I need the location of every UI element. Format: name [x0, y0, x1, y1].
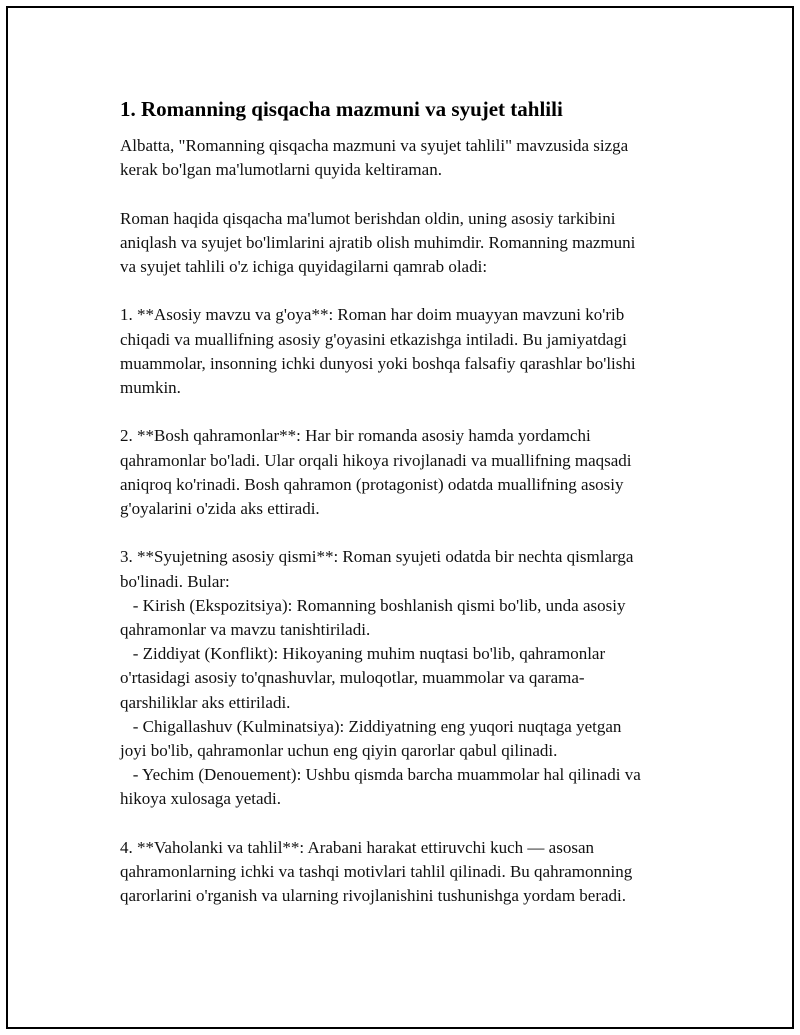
text-line: mumkin.	[120, 378, 181, 397]
sub-item-line: - Kirish (Ekspozitsiya): Romanning boshlanish qismi bo'lib, unda asosiy	[120, 595, 626, 615]
text-line: Roman haqida qisqacha ma'lumot berishdan oldin, uning asosiy tarkibini	[120, 208, 616, 228]
document-content	[120, 96, 700, 933]
text-line: hikoya xulosaga yetadi.	[120, 789, 281, 809]
document-page	[6, 6, 794, 1029]
text-line: chiqadi va muallifning asosiy g'oyasini etkazishga intiladi. Bu jamiyatdagi	[120, 329, 627, 349]
sub-item-line: - Chigallashuv (Kulminatsiya): Ziddiyatning eng yuqori nuqtaga yetgan	[120, 716, 622, 736]
text-line: g'oyalarini o'zida aks ettiradi.	[120, 499, 320, 518]
text-line: kerak bo'lgan ma'lumotlarni quyida keltiraman.	[120, 160, 442, 180]
point-4-paragraph	[120, 836, 700, 909]
intro-paragraph	[120, 134, 700, 182]
text-line: joyi bo'lib, qahramonlar uchun eng qiyin qarorlar qabul qilinadi.	[120, 741, 558, 761]
text-line: qahramonlar bo'ladi. Ular orqali hikoya rivojlanadi va muallifning maqsadi	[120, 450, 632, 470]
text-line: o'rtasidagi asosiy to'qnashuvlar, muloqotlar, muammolar va qarama-	[120, 668, 585, 688]
text-line: muammolar, insonning ichki dunyosi yoki boshqa falsafiy qarashlar bo'lishi	[120, 353, 636, 373]
point-1-paragraph	[120, 303, 700, 400]
text-line: 4. **Vaholanki va tahlil**: Arabani harakat ettiruvchi kuch — asosan	[120, 837, 594, 857]
point-2-paragraph	[120, 424, 700, 521]
overview-paragraph	[120, 207, 700, 280]
text-line: va syujet tahlili o'z ichiga quyidagilarni qamrab oladi:	[120, 257, 488, 276]
text-line: 2. **Bosh qahramonlar**: Har bir romanda asosiy hamda yordamchi	[120, 426, 591, 446]
text-line: aniqroq ko'rinadi. Bosh qahramon (protagonist) odatda muallifning asosiy	[120, 474, 624, 494]
text-line: Albatta, "Romanning qisqacha mazmuni va syujet tahlili" mavzusida sizga	[120, 136, 629, 155]
text-line: qahramonlarning ichki va tashqi motivlari tahlil qilinadi. Bu qahramonning	[120, 862, 633, 882]
section-heading: 1. Romanning qisqacha mazmuni va syujet tahlili	[120, 97, 563, 121]
text-line: qarorlarini o'rganish va ularning rivojlanishini tushunishga yordam beradi.	[120, 886, 627, 906]
text-line: qahramonlar va mavzu tanishtiriladi.	[120, 620, 371, 639]
text-line: 3. **Syujetning asosiy qismi**: Roman syujeti odatda bir nechta qismlarga	[120, 547, 634, 567]
sub-item-line: - Yechim (Denouement): Ushbu qismda barcha muammolar hal qilinadi va	[120, 765, 641, 785]
text-line: bo'linadi. Bular:	[120, 571, 230, 591]
point-3-paragraph	[120, 545, 700, 811]
text-line: qarshiliklar aks ettiriladi.	[120, 692, 291, 712]
text-line: 1. **Asosiy mavzu va g'oya**: Roman har doim muayyan mavzuni ko'rib	[120, 305, 625, 325]
text-line: aniqlash va syujet bo'limlarini ajratib olish muhimdir. Romanning mazmuni	[120, 232, 636, 252]
sub-item-line: - Ziddiyat (Konflikt): Hikoyaning muhim nuqtasi bo'lib, qahramonlar	[120, 644, 606, 664]
